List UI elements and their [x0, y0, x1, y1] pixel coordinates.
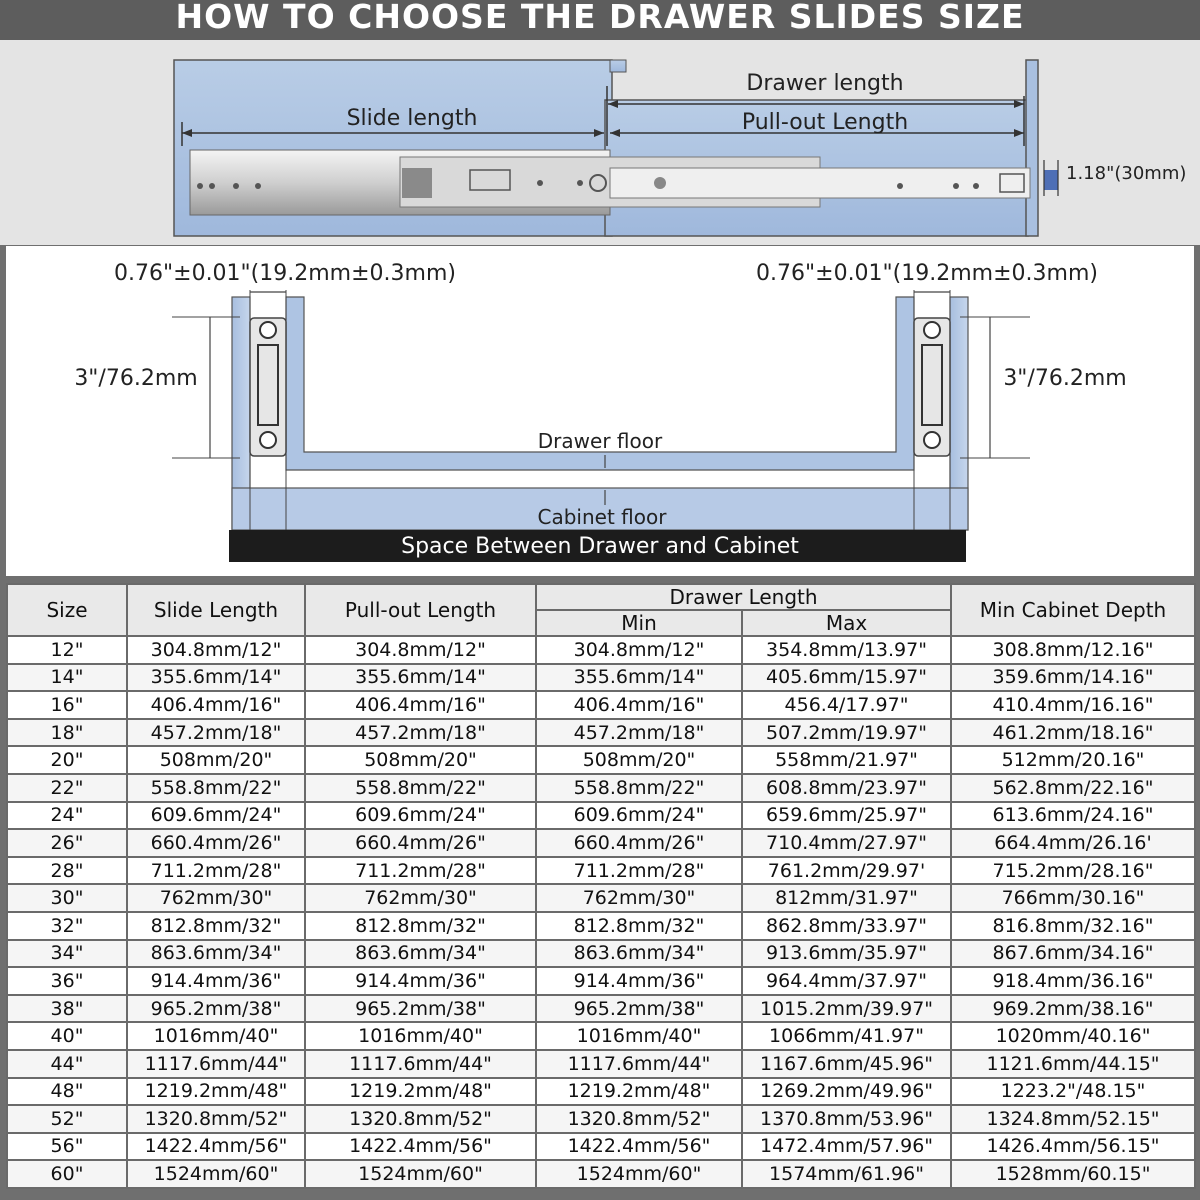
header-size: Size — [7, 584, 127, 636]
clearance-label: 1.18"(30mm) — [1066, 163, 1187, 184]
cell-min-cabinet-depth: 664.4mm/26.16' — [951, 829, 1195, 857]
cell-drawer-min: 1219.2mm/48" — [536, 1078, 742, 1106]
cell-pullout-length: 1016mm/40" — [305, 1022, 536, 1050]
cell-pullout-length: 457.2mm/18" — [305, 719, 536, 747]
cell-min-cabinet-depth: 308.8mm/12.16" — [951, 636, 1195, 664]
slide-inner-rail — [610, 168, 1030, 198]
cabinet-floor-label: Cabinet floor — [537, 505, 667, 529]
table-row — [7, 664, 1195, 692]
page-title: HOW TO CHOOSE THE DRAWER SLIDES SIZE — [0, 0, 1200, 40]
slide-length-label: Slide length — [346, 106, 478, 131]
cell-slide-length: 1219.2mm/48" — [127, 1078, 305, 1106]
cell-size: 12" — [7, 636, 127, 664]
table-row — [7, 829, 1195, 857]
cell-drawer-min: 1524mm/60" — [536, 1160, 742, 1188]
table-row — [7, 1022, 1195, 1050]
table-row — [7, 1133, 1195, 1161]
cell-size: 20" — [7, 746, 127, 774]
cell-size: 24" — [7, 802, 127, 830]
cell-drawer-min: 762mm/30" — [536, 884, 742, 912]
cell-drawer-min: 914.4mm/36" — [536, 967, 742, 995]
cell-pullout-length: 1117.6mm/44" — [305, 1050, 536, 1078]
cell-drawer-min: 558.8mm/22" — [536, 774, 742, 802]
cell-size: 16" — [7, 691, 127, 719]
cell-slide-length: 457.2mm/18" — [127, 719, 305, 747]
cell-size: 14" — [7, 664, 127, 692]
table-row — [7, 1105, 1195, 1133]
table-row — [7, 746, 1195, 774]
cell-min-cabinet-depth: 562.8mm/22.16" — [951, 774, 1195, 802]
cell-drawer-max: 405.6mm/15.97" — [742, 664, 951, 692]
table-row — [7, 967, 1195, 995]
cell-drawer-max: 1066mm/41.97" — [742, 1022, 951, 1050]
cell-slide-length: 914.4mm/36" — [127, 967, 305, 995]
cell-drawer-max: 354.8mm/13.97" — [742, 636, 951, 664]
table-row — [7, 884, 1195, 912]
cell-slide-length: 1117.6mm/44" — [127, 1050, 305, 1078]
cell-min-cabinet-depth: 969.2mm/38.16" — [951, 995, 1195, 1023]
table-row — [7, 802, 1195, 830]
cell-size: 22" — [7, 774, 127, 802]
cell-pullout-length: 558.8mm/22" — [305, 774, 536, 802]
cell-min-cabinet-depth: 715.2mm/28.16" — [951, 857, 1195, 885]
pullout-length-label: Pull-out Length — [741, 110, 909, 135]
table-row — [7, 995, 1195, 1023]
cell-slide-length: 711.2mm/28" — [127, 857, 305, 885]
drawer-floor-label: Drawer floor — [537, 429, 663, 453]
cell-size: 18" — [7, 719, 127, 747]
cell-min-cabinet-depth: 512mm/20.16" — [951, 746, 1195, 774]
cell-size: 34" — [7, 940, 127, 968]
table-row — [7, 719, 1195, 747]
cell-min-cabinet-depth: 613.6mm/24.16" — [951, 802, 1195, 830]
cell-drawer-max: 1574mm/61.96" — [742, 1160, 951, 1188]
cell-min-cabinet-depth: 816.8mm/32.16" — [951, 912, 1195, 940]
cell-min-cabinet-depth: 918.4mm/36.16" — [951, 967, 1195, 995]
cell-drawer-max: 659.6mm/25.97" — [742, 802, 951, 830]
cell-slide-length: 762mm/30" — [127, 884, 305, 912]
cell-min-cabinet-depth: 867.6mm/34.16" — [951, 940, 1195, 968]
size-table-container — [6, 583, 1194, 1186]
cell-slide-length: 558.8mm/22" — [127, 774, 305, 802]
cell-pullout-length: 914.4mm/36" — [305, 967, 536, 995]
header-min: Min — [536, 610, 742, 636]
cell-size: 60" — [7, 1160, 127, 1188]
cell-slide-length: 609.6mm/24" — [127, 802, 305, 830]
cell-slide-length: 406.4mm/16" — [127, 691, 305, 719]
header-slide-length: Slide Length — [127, 584, 305, 636]
height-left-label: 3"/76.2mm — [74, 366, 198, 391]
cell-drawer-max: 456.4/17.97" — [742, 691, 951, 719]
cell-drawer-min: 965.2mm/38" — [536, 995, 742, 1023]
cell-size: 52" — [7, 1105, 127, 1133]
cell-drawer-max: 761.2mm/29.97' — [742, 857, 951, 885]
cell-drawer-min: 863.6mm/34" — [536, 940, 742, 968]
cell-min-cabinet-depth: 1528mm/60.15" — [951, 1160, 1195, 1188]
cell-drawer-max: 710.4mm/27.97" — [742, 829, 951, 857]
table-row — [7, 636, 1195, 664]
cell-pullout-length: 1524mm/60" — [305, 1160, 536, 1188]
cell-slide-length: 812.8mm/32" — [127, 912, 305, 940]
cell-slide-length: 304.8mm/12" — [127, 636, 305, 664]
cell-min-cabinet-depth: 461.2mm/18.16" — [951, 719, 1195, 747]
cell-pullout-length: 508mm/20" — [305, 746, 536, 774]
table-row — [7, 940, 1195, 968]
table-row — [7, 1050, 1195, 1078]
gap-right-label: 0.76"±0.01"(19.2mm±0.3mm) — [756, 261, 1098, 286]
cross-section-diagram — [6, 246, 1194, 576]
cell-drawer-max: 964.4mm/37.97" — [742, 967, 951, 995]
cell-size: 36" — [7, 967, 127, 995]
cell-pullout-length: 1422.4mm/56" — [305, 1133, 536, 1161]
cell-min-cabinet-depth: 359.6mm/14.16" — [951, 664, 1195, 692]
height-right-label: 3"/76.2mm — [1003, 366, 1127, 391]
cell-pullout-length: 863.6mm/34" — [305, 940, 536, 968]
cell-drawer-max: 507.2mm/19.97" — [742, 719, 951, 747]
cell-min-cabinet-depth: 1020mm/40.16" — [951, 1022, 1195, 1050]
cell-size: 38" — [7, 995, 127, 1023]
cell-drawer-min: 1117.6mm/44" — [536, 1050, 742, 1078]
cell-slide-length: 1016mm/40" — [127, 1022, 305, 1050]
cell-pullout-length: 304.8mm/12" — [305, 636, 536, 664]
cell-pullout-length: 965.2mm/38" — [305, 995, 536, 1023]
cell-drawer-max: 1472.4mm/57.96" — [742, 1133, 951, 1161]
header-max: Max — [742, 610, 951, 636]
cell-min-cabinet-depth: 1324.8mm/52.15" — [951, 1105, 1195, 1133]
table-row — [7, 912, 1195, 940]
cell-size: 48" — [7, 1078, 127, 1106]
header-min-cabinet-depth: Min Cabinet Depth — [951, 584, 1195, 636]
table-row — [7, 1160, 1195, 1188]
cell-size: 28" — [7, 857, 127, 885]
cell-slide-length: 863.6mm/34" — [127, 940, 305, 968]
cell-drawer-max: 1370.8mm/53.96" — [742, 1105, 951, 1133]
cross-section-svg — [6, 246, 1194, 576]
cell-min-cabinet-depth: 1426.4mm/56.15" — [951, 1133, 1195, 1161]
cell-slide-length: 1524mm/60" — [127, 1160, 305, 1188]
cell-drawer-min: 1320.8mm/52" — [536, 1105, 742, 1133]
cell-min-cabinet-depth: 410.4mm/16.16" — [951, 691, 1195, 719]
cell-drawer-max: 1015.2mm/39.97" — [742, 995, 951, 1023]
cell-pullout-length: 762mm/30" — [305, 884, 536, 912]
cell-pullout-length: 812.8mm/32" — [305, 912, 536, 940]
header-drawer-length: Drawer Length — [536, 584, 951, 610]
drawer-length-label: Drawer length — [746, 71, 904, 96]
cell-drawer-max: 913.6mm/35.97" — [742, 940, 951, 968]
cell-drawer-max: 862.8mm/33.97" — [742, 912, 951, 940]
cell-slide-length: 965.2mm/38" — [127, 995, 305, 1023]
drawer-front — [1026, 60, 1038, 236]
cell-drawer-max: 1167.6mm/45.96" — [742, 1050, 951, 1078]
cell-slide-length: 660.4mm/26" — [127, 829, 305, 857]
cell-drawer-min: 609.6mm/24" — [536, 802, 742, 830]
cell-drawer-min: 355.6mm/14" — [536, 664, 742, 692]
cell-pullout-length: 1320.8mm/52" — [305, 1105, 536, 1133]
cell-pullout-length: 711.2mm/28" — [305, 857, 536, 885]
table-row — [7, 857, 1195, 885]
cell-slide-length: 508mm/20" — [127, 746, 305, 774]
gap-left-label: 0.76"±0.01"(19.2mm±0.3mm) — [114, 261, 456, 286]
cell-min-cabinet-depth: 1223.2"/48.15" — [951, 1078, 1195, 1106]
cell-drawer-min: 1016mm/40" — [536, 1022, 742, 1050]
cell-drawer-max: 812mm/31.97" — [742, 884, 951, 912]
slide-extension-svg — [0, 40, 1200, 245]
cell-drawer-min: 508mm/20" — [536, 746, 742, 774]
size-table — [6, 583, 1196, 1189]
space-label: Space Between Drawer and Cabinet — [401, 534, 799, 559]
cell-slide-length: 355.6mm/14" — [127, 664, 305, 692]
cell-pullout-length: 609.6mm/24" — [305, 802, 536, 830]
cell-drawer-min: 660.4mm/26" — [536, 829, 742, 857]
cell-drawer-min: 457.2mm/18" — [536, 719, 742, 747]
slide-extension-diagram — [0, 40, 1200, 245]
cell-drawer-max: 558mm/21.97" — [742, 746, 951, 774]
cell-drawer-max: 608.8mm/23.97" — [742, 774, 951, 802]
table-row — [7, 1078, 1195, 1106]
cell-slide-length: 1320.8mm/52" — [127, 1105, 305, 1133]
cell-size: 26" — [7, 829, 127, 857]
table-body — [7, 636, 1195, 1188]
cell-drawer-min: 711.2mm/28" — [536, 857, 742, 885]
cell-size: 56" — [7, 1133, 127, 1161]
cell-drawer-min: 1422.4mm/56" — [536, 1133, 742, 1161]
cell-slide-length: 1422.4mm/56" — [127, 1133, 305, 1161]
cell-drawer-min: 304.8mm/12" — [536, 636, 742, 664]
cell-size: 44" — [7, 1050, 127, 1078]
cell-drawer-max: 1269.2mm/49.96" — [742, 1078, 951, 1106]
cell-drawer-min: 406.4mm/16" — [536, 691, 742, 719]
cell-size: 30" — [7, 884, 127, 912]
table-row — [7, 691, 1195, 719]
cell-min-cabinet-depth: 1121.6mm/44.15" — [951, 1050, 1195, 1078]
header-pullout-length: Pull-out Length — [305, 584, 536, 636]
table-row — [7, 774, 1195, 802]
cell-size: 40" — [7, 1022, 127, 1050]
cell-pullout-length: 355.6mm/14" — [305, 664, 536, 692]
cell-pullout-length: 406.4mm/16" — [305, 691, 536, 719]
cell-min-cabinet-depth: 766mm/30.16" — [951, 884, 1195, 912]
cell-pullout-length: 1219.2mm/48" — [305, 1078, 536, 1106]
cell-pullout-length: 660.4mm/26" — [305, 829, 536, 857]
cell-size: 32" — [7, 912, 127, 940]
cell-drawer-min: 812.8mm/32" — [536, 912, 742, 940]
